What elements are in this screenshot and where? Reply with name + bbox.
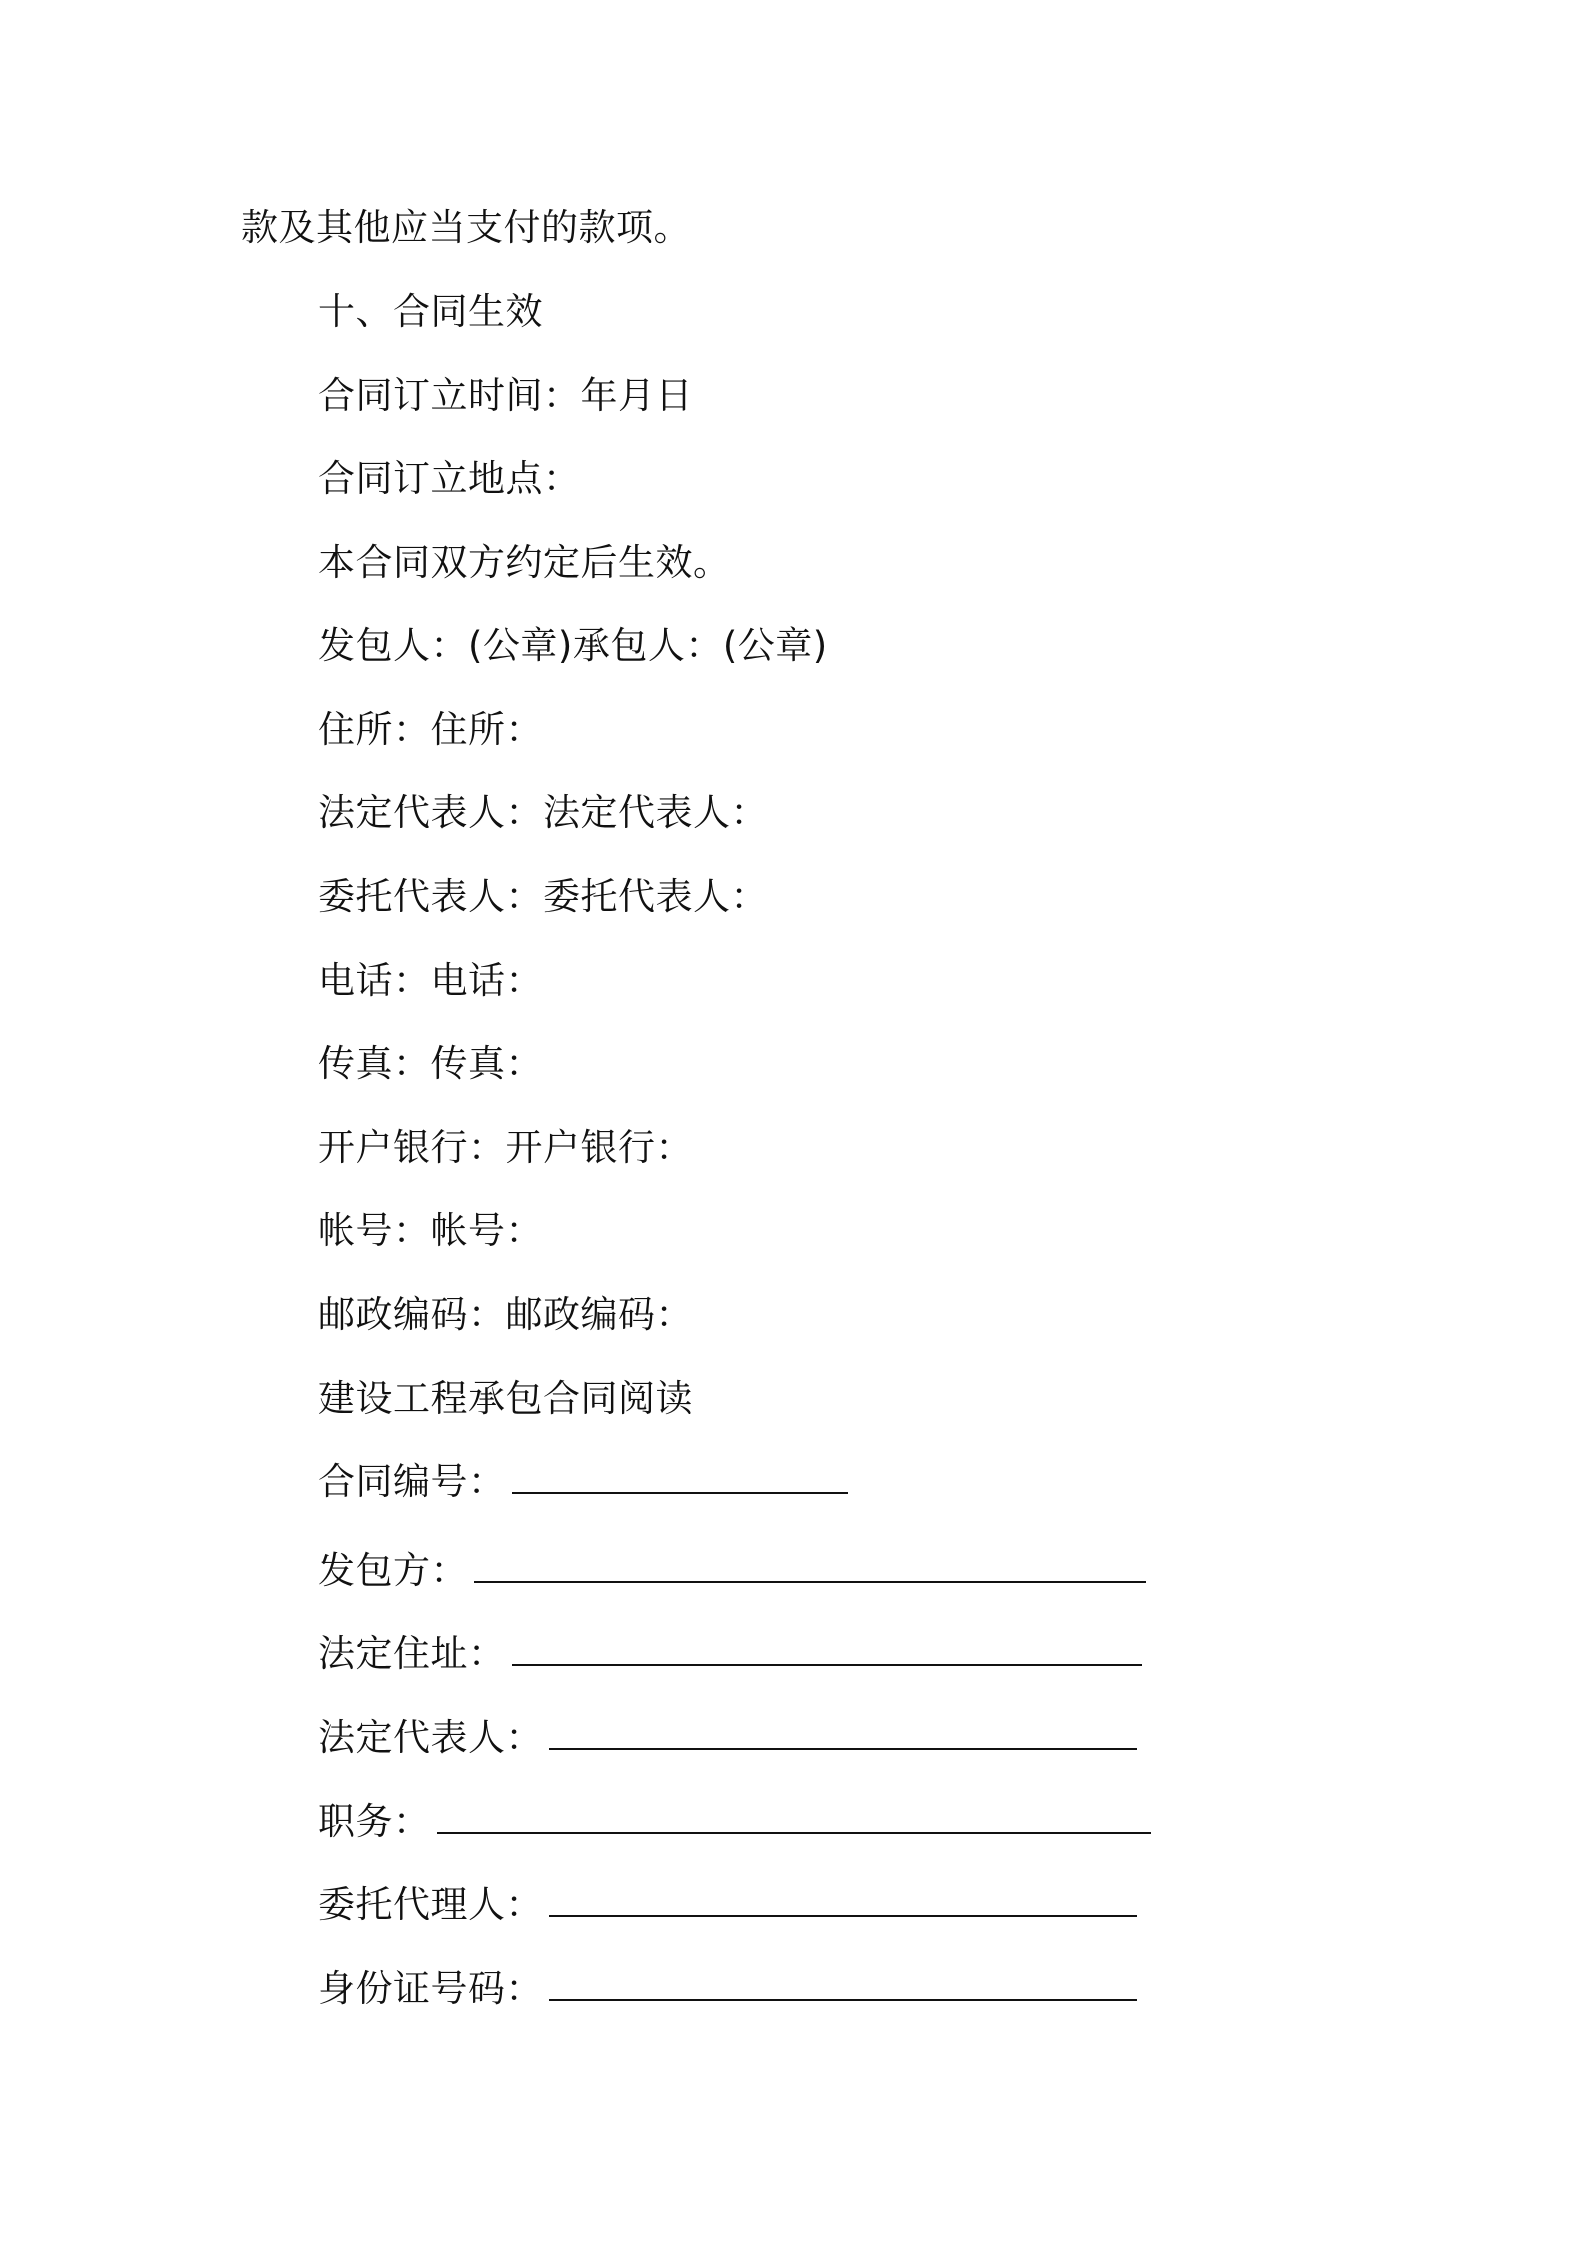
agent-row: 委托代表人：委托代表人：	[318, 875, 768, 918]
id-number-label: 身份证号码：	[318, 1967, 543, 2010]
position-blank[interactable]	[437, 1802, 1151, 1834]
agent-label: 委托代理人：	[318, 1883, 543, 1926]
position-label: 职务：	[318, 1800, 431, 1843]
next-contract-title: 建设工程承包合同阅读	[318, 1377, 693, 1420]
legal-rep-field	[318, 1714, 1137, 1762]
continuation-text: 款及其他应当支付的款项。	[241, 206, 691, 249]
employer-label: 发包方：	[318, 1549, 468, 1592]
legal-address-label: 法定住址：	[318, 1632, 506, 1675]
id-number-blank[interactable]	[549, 1969, 1137, 2001]
postcode-row: 邮政编码：邮政编码：	[318, 1293, 693, 1336]
effective-clause: 本合同双方约定后生效。	[318, 541, 731, 584]
contract-no-label: 合同编号：	[318, 1460, 506, 1503]
address-row: 住所：住所：	[318, 708, 543, 751]
legal-rep-row: 法定代表人：法定代表人：	[318, 791, 768, 834]
legal-address-field	[318, 1630, 1142, 1678]
fax-row: 传真：传真：	[318, 1042, 543, 1085]
signing-place: 合同订立地点：	[318, 457, 581, 500]
legal-rep-blank[interactable]	[549, 1718, 1137, 1750]
phone-row: 电话：电话：	[318, 959, 543, 1002]
id-number-field	[318, 1965, 1137, 2013]
employer-blank[interactable]	[474, 1551, 1146, 1583]
signing-time: 合同订立时间：年月日	[318, 374, 693, 417]
contract-no-blank[interactable]	[512, 1462, 848, 1494]
contract-no-field	[318, 1458, 848, 1506]
agent-blank[interactable]	[549, 1885, 1137, 1917]
bank-row: 开户银行：开户银行：	[318, 1126, 693, 1169]
employer-field	[318, 1547, 1146, 1595]
parties-row: 发包人：(公章)承包人：(公章)	[318, 624, 828, 667]
legal-rep-label: 法定代表人：	[318, 1716, 543, 1759]
section-title: 十、合同生效	[318, 290, 543, 333]
position-field	[318, 1798, 1151, 1846]
account-row: 帐号：帐号：	[318, 1209, 543, 1252]
agent-field	[318, 1881, 1137, 1929]
legal-address-blank[interactable]	[512, 1634, 1142, 1666]
